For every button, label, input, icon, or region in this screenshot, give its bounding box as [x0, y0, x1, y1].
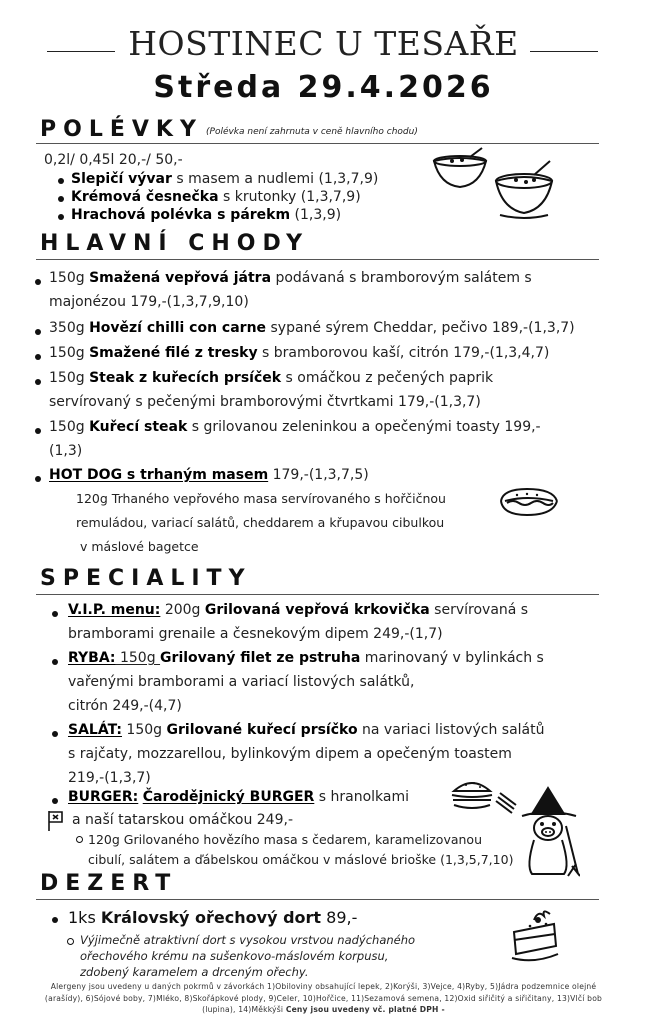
main-desc: s grilovanou zeleninkou a opečenými toasty 199,- [187, 419, 541, 435]
special-label: BURGER: [68, 789, 139, 805]
specials-heading: SPECIALITY [40, 566, 252, 591]
main-item [49, 415, 541, 439]
bullet [58, 214, 64, 220]
special-line: s rajčaty, mozzarellou, bylinkovým dipem a opečeným toastem [68, 746, 512, 762]
header [0, 24, 647, 63]
main-weight: 150g [49, 345, 90, 361]
allergen-text: (lupina), 14)Měkkýši [202, 1005, 284, 1014]
main-weight: 150g [49, 270, 90, 286]
special-item [68, 785, 409, 809]
burger-icon [450, 775, 520, 817]
sub-bullet [76, 836, 83, 843]
mains-heading: HLAVNÍ CHODY [40, 231, 310, 256]
burger-detail: 120g Grilovaného hovězího masa s čedarem, karamelizovanou [88, 832, 482, 847]
special-name: Grilovaný filet ze pstruha [160, 650, 361, 666]
bullet [52, 917, 58, 923]
main-desc: s omáčkou z pečených paprik [281, 370, 494, 386]
hotdog-detail: remuládou, variací salátů, cheddarem a křupavou cibulkou [76, 515, 445, 530]
soup-name: Krémová česnečka [71, 189, 219, 205]
bullet [52, 611, 58, 617]
title-rule-right [530, 51, 598, 52]
special-name: Grilovaná vepřová krkovička [204, 602, 430, 618]
special-line: bramborami grenaile a česnekovým dipem 249,-(1,7) [68, 626, 443, 642]
bullet [35, 476, 41, 482]
dessert-name: Královský ořechový dort [100, 908, 322, 927]
main-desc: sypané sýrem Cheddar, pečivo 189,-(1,3,7) [266, 320, 575, 336]
main-item [49, 266, 532, 290]
soup-item [71, 203, 341, 227]
allergen-line: (arašídy), 6)Sójové boby, 7)Mléko, 8)Skořápkové plody, 9)Celer, 10)Hořčice, 11)Sezamová semena, 12)Oxid siřičitý a siřičitany, 13)Vlčí bob [44, 993, 603, 1003]
bullet [35, 279, 41, 285]
special-name: Grilované kuřecí prsíčko [166, 722, 358, 738]
soup-desc: s masem a nudlemi (1,3,7,9) [171, 171, 379, 187]
soup-desc: s krutonky (1,3,7,9) [218, 189, 361, 205]
dessert-item [68, 905, 357, 931]
hotdog-icon [497, 483, 561, 519]
dessert-price: 89,- [321, 908, 358, 927]
dessert-divider [36, 899, 599, 900]
bullet [52, 659, 58, 665]
cake-icon [508, 906, 562, 964]
sub-bullet [67, 938, 74, 945]
bullet [52, 798, 58, 804]
hotdog-name: HOT DOG s trhaným masem [49, 467, 269, 483]
bullet [35, 329, 41, 335]
special-line: citrón 249,-(4,7) [68, 698, 182, 714]
soups-heading: POLÉVKY [40, 117, 203, 142]
main-name: Hovězí chilli con carne [89, 320, 267, 336]
main-name: Kuřecí steak [89, 419, 188, 435]
bullet [35, 428, 41, 434]
vat-note: Ceny jsou uvedeny vč. platné DPH - [285, 1005, 445, 1014]
restaurant-title: HOSTINEC U TESAŘE [128, 24, 519, 63]
main-weight: 150g [49, 370, 90, 386]
special-label: SALÁT: [68, 722, 122, 738]
hotdog-detail: 120g Trhaného vepřového masa servírovaného s hořčičnou [76, 491, 446, 506]
mains-divider [36, 259, 599, 260]
main-item-line2: majonézou 179,-(1,3,7,9,10) [49, 294, 249, 310]
special-label: RYBA: [68, 650, 116, 666]
allergen-footer [20, 981, 627, 1016]
allergen-line-last [20, 1004, 627, 1016]
dessert-desc: zdobený karamelem a drceným ořechy. [80, 965, 309, 979]
hotdog-item [49, 463, 369, 487]
dessert-heading: DEZERT [40, 871, 178, 896]
special-desc: servírovaná s [429, 602, 529, 618]
dessert-desc: Výjimečně atraktivní dort s vysokou vrstvou nadýchaného [80, 933, 416, 947]
main-item [49, 366, 493, 390]
main-item [49, 341, 549, 365]
bullet [58, 196, 64, 202]
flag-icon [46, 809, 66, 833]
allergen-line: Alergeny jsou uvedeny u daných pokrmů v závorkách 1)Obiloviny obsahující lepek, 2)Korýši, 3)Vejce, 4)Ryby, 5)Jádra podzemnice olejné [50, 982, 597, 991]
soup-name: Slepičí vývar [71, 171, 172, 187]
special-desc: s hranolkami [314, 789, 410, 805]
special-label: V.I.P. menu: [68, 602, 161, 618]
soup-name: Hrachová polévka s párekm [71, 207, 291, 223]
soup-desc: (1,3,9) [290, 207, 342, 223]
main-desc: s bramborovou kaší, citrón 179,-(1,3,4,7) [257, 345, 550, 361]
special-weight: 200g [160, 602, 205, 618]
dessert-qty: 1ks [68, 908, 101, 927]
special-item [68, 718, 544, 742]
dessert-desc: ořechového krému na sušenkovo-máslovém korpusu, [80, 949, 389, 963]
special-desc: marinovaný v bylinkách s [360, 650, 544, 666]
special-line: a naší tatarskou omáčkou 249,- [72, 812, 293, 828]
special-weight: 150g [121, 722, 167, 738]
hotdog-detail: v máslové bagetce [80, 539, 199, 554]
special-name: Čarodějnický BURGER [142, 789, 315, 805]
title-rule-left [47, 51, 115, 52]
menu-date: Středa 29.4.2026 [153, 70, 494, 105]
special-item [68, 646, 544, 670]
main-desc: podávaná s bramborovým salátem s [271, 270, 532, 286]
special-line: 219,-(1,3,7) [68, 770, 151, 786]
main-item-line2: (1,3) [49, 443, 83, 459]
special-desc: na variaci listových salátů [357, 722, 545, 738]
main-name: Smažená vepřová játra [89, 270, 272, 286]
main-weight: 350g [49, 320, 90, 336]
hotdog-desc: 179,-(1,3,7,5) [268, 467, 369, 483]
soups-divider [36, 143, 599, 144]
special-weight: 150g [115, 650, 161, 666]
main-name: Steak z kuřecích prsíček [89, 370, 282, 386]
bullet [35, 354, 41, 360]
bullet [52, 731, 58, 737]
soup-bowl-icon [430, 147, 560, 222]
main-item-line2: servírovaný s pečenými bramborovými čtvrtkami 179,-(1,3,7) [49, 394, 481, 410]
soups-note: (Polévka není zahrnuta v ceně hlavního chodu) [206, 127, 418, 137]
bullet [35, 379, 41, 385]
main-item [49, 316, 575, 340]
burger-detail: cibulí, salátem a ďábelskou omáčkou v máslové brioške (1,3,5,7,10) [88, 852, 514, 867]
main-name: Smažené filé z tresky [89, 345, 258, 361]
main-weight: 150g [49, 419, 90, 435]
specials-divider [36, 594, 599, 595]
special-line: vařenými bramborami a variací listových salátků, [68, 674, 415, 690]
witch-pig-icon [518, 786, 580, 878]
bullet [58, 178, 64, 184]
soups-price: 0,2l/ 0,45l 20,-/ 50,- [44, 152, 183, 168]
special-item [68, 598, 528, 622]
